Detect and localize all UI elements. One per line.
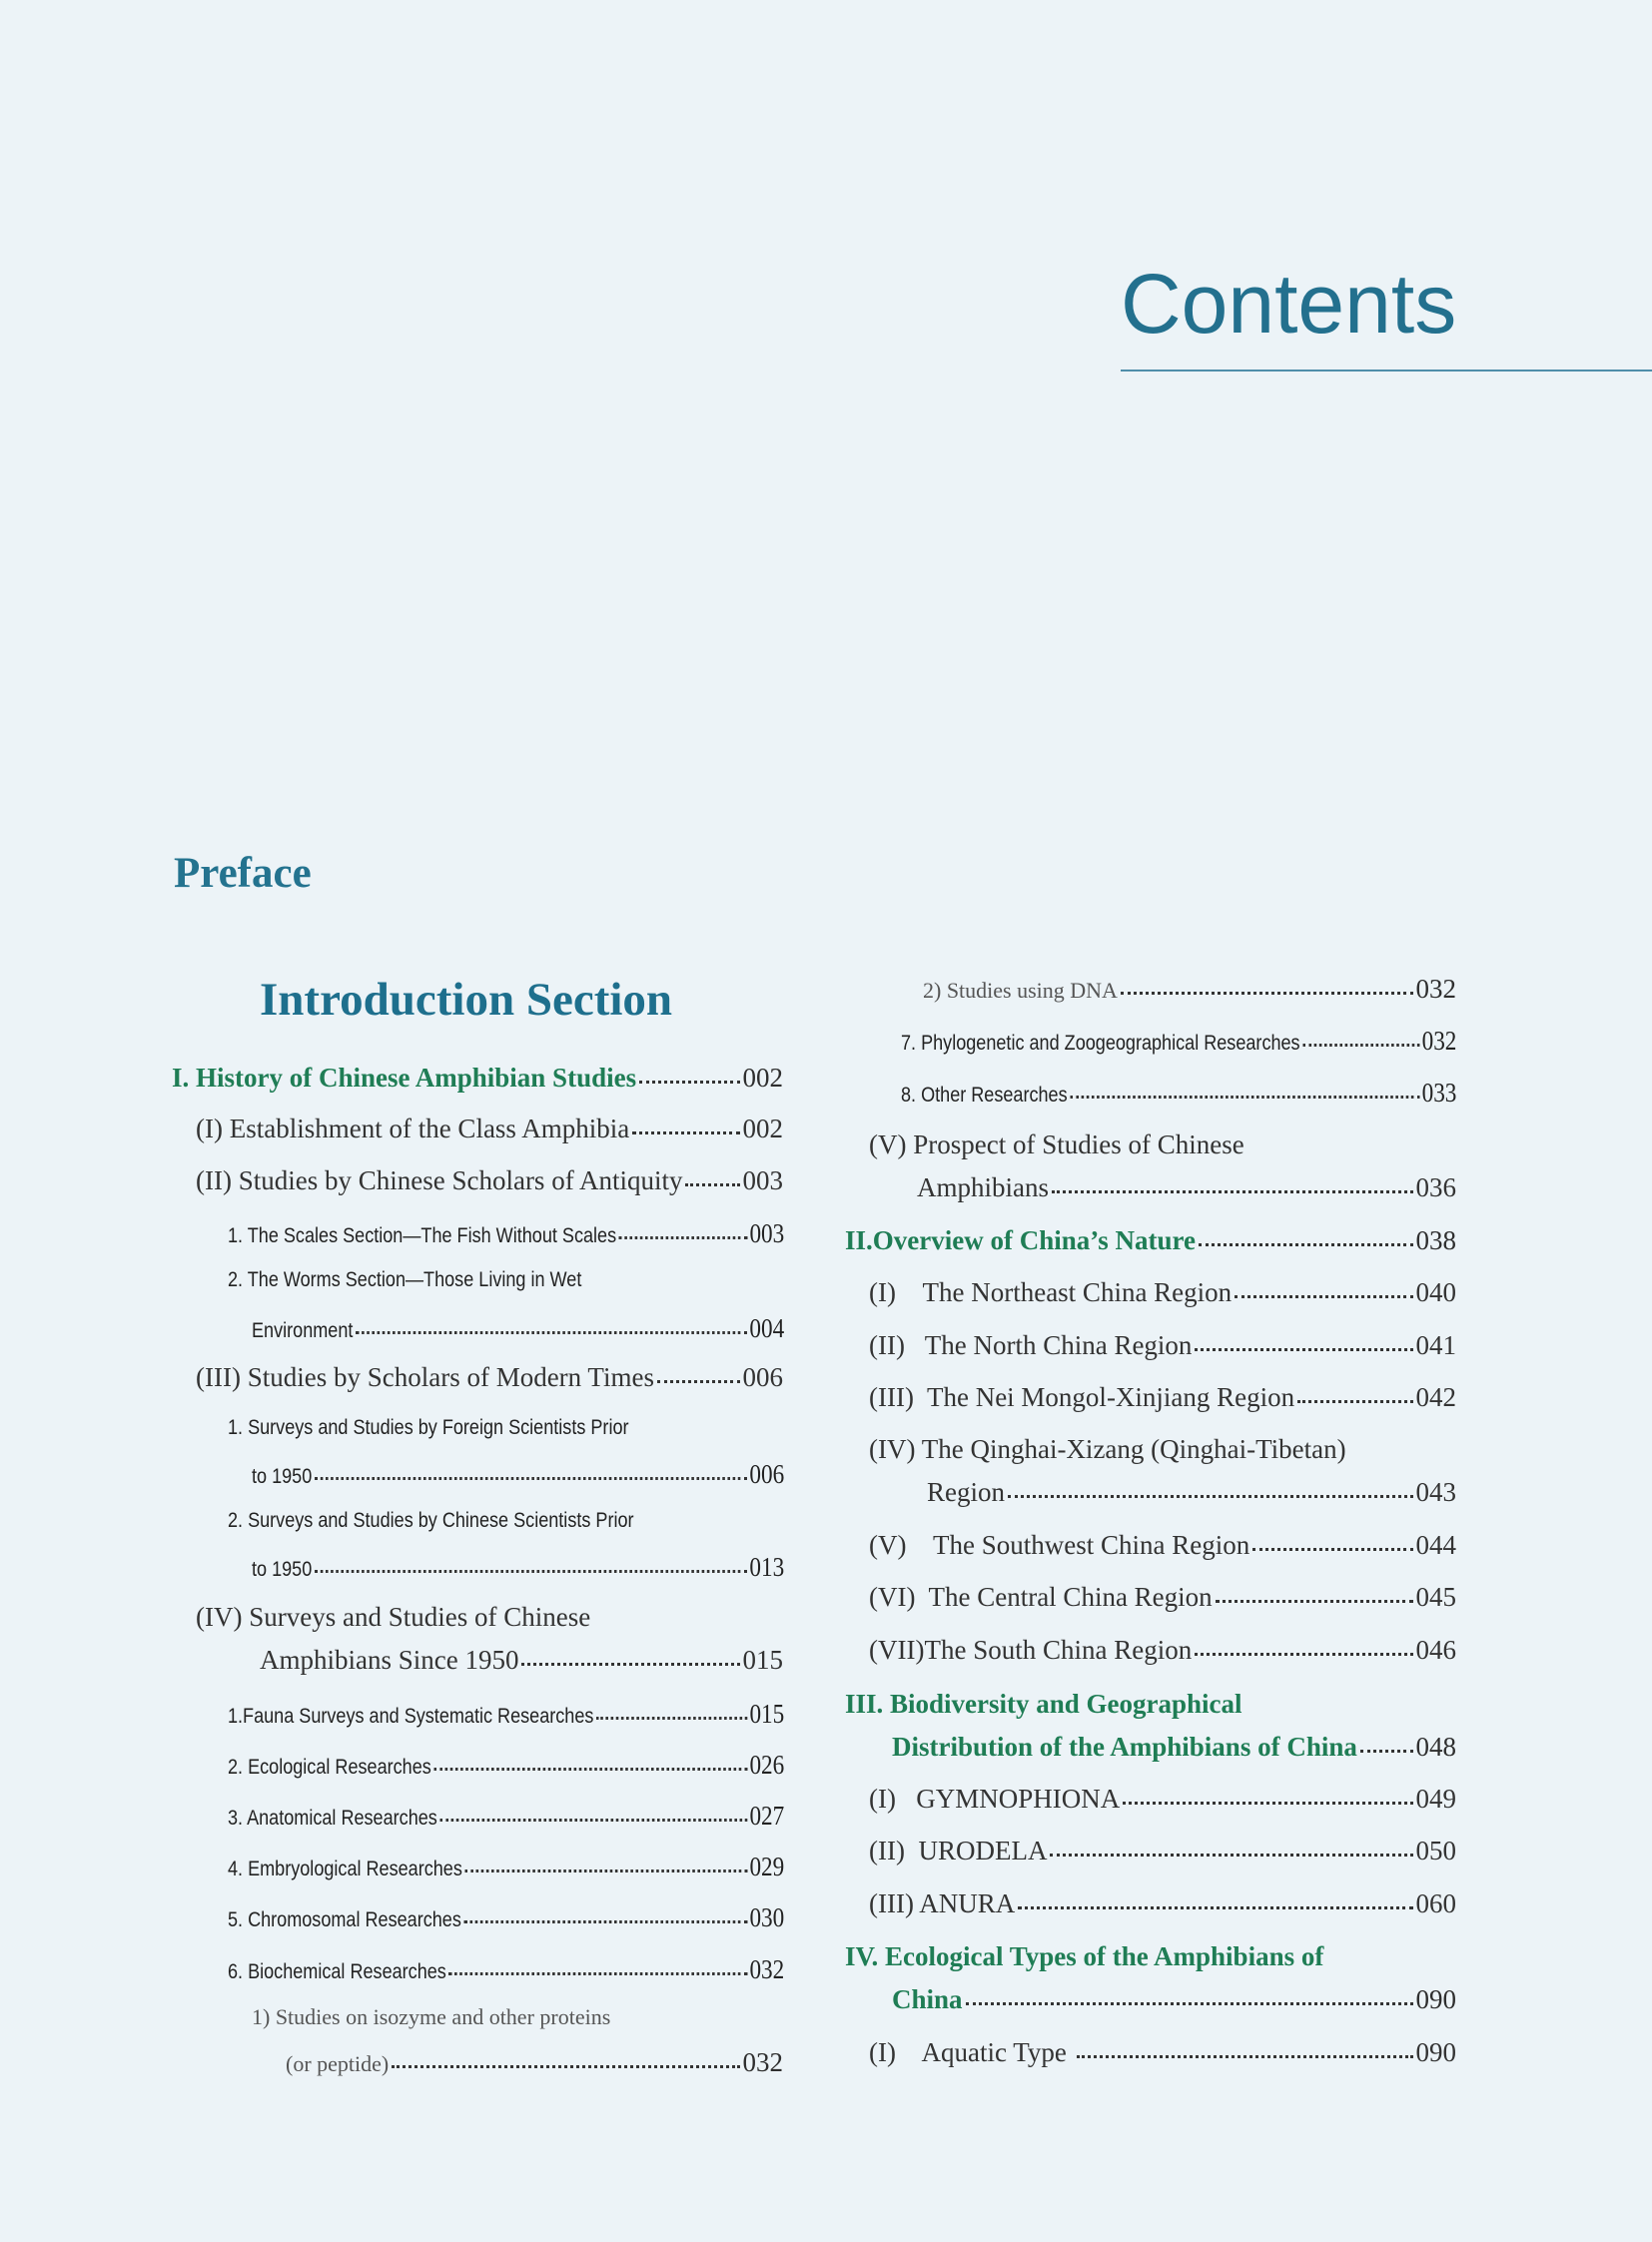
toc-entry[interactable]: 3. Anatomical Researches 027 — [228, 1801, 785, 1831]
toc-entry-line[interactable]: 1. Surveys and Studies by Foreign Scientists Prior — [228, 1416, 629, 1439]
toc-entry[interactable]: (II) Studies by Chinese Scholars of Antiquity 003 — [196, 1165, 783, 1195]
toc-entry[interactable]: Region 043 — [927, 1477, 1456, 1507]
toc-entry-chapter-1[interactable]: I. History of Chinese Amphibian Studies 002 — [172, 1063, 783, 1093]
toc-entry[interactable]: 2. Ecological Researches 026 — [228, 1750, 785, 1780]
section-heading-introduction: Introduction Section — [260, 974, 673, 1026]
toc-entry-line[interactable]: 2. Surveys and Studies by Chinese Scientists Prior — [228, 1509, 634, 1532]
toc-entry[interactable]: 1.Fauna Surveys and Systematic Researches 015 — [228, 1699, 785, 1729]
toc-entry[interactable]: (VI) The Central China Region 045 — [869, 1582, 1456, 1612]
toc-entry[interactable]: (V) The Southwest China Region 044 — [869, 1530, 1456, 1560]
toc-entry-line[interactable]: (IV) The Qinghai-Xizang (Qinghai-Tibetan) — [869, 1434, 1346, 1464]
toc-entry[interactable]: (or peptide) 032 — [286, 2047, 783, 2077]
toc-entry-chapter-3[interactable]: Distribution of the Amphibians of China 048 — [892, 1732, 1456, 1762]
toc-entry[interactable]: (III) Studies by Scholars of Modern Times 006 — [196, 1362, 783, 1392]
toc-preface[interactable]: Preface — [174, 850, 312, 897]
title-rule — [1121, 370, 1652, 372]
toc-entry[interactable]: (VII)The South China Region 046 — [869, 1635, 1456, 1665]
toc-entry[interactable]: (II) URODELA 050 — [869, 1836, 1456, 1866]
toc-entry[interactable]: (III) ANURA 060 — [869, 1888, 1456, 1918]
toc-entry[interactable]: Amphibians Since 1950 015 — [260, 1645, 783, 1675]
toc-entry[interactable]: 8. Other Researches 033 — [901, 1078, 1457, 1108]
toc-entry[interactable]: 4. Embryological Researches 029 — [228, 1852, 785, 1881]
toc-entry[interactable]: 6. Biochemical Researches 032 — [228, 1954, 785, 1984]
toc-entry[interactable]: to 1950 006 — [252, 1459, 785, 1489]
toc-entry[interactable]: Amphibians 036 — [917, 1172, 1456, 1202]
toc-entry[interactable]: (II) The North China Region 041 — [869, 1330, 1456, 1360]
toc-entry[interactable]: (I) Establishment of the Class Amphibia 002 — [196, 1114, 783, 1143]
toc-entry-line[interactable]: 1) Studies on isozyme and other proteins — [252, 2004, 611, 2029]
toc-entry-line[interactable]: (IV) Surveys and Studies of Chinese — [196, 1602, 591, 1632]
toc-entry-line[interactable]: 2. The Worms Section—Those Living in Wet — [228, 1268, 582, 1291]
toc-entry-chapter-2[interactable]: II.Overview of China’s Nature 038 — [845, 1225, 1456, 1255]
toc-entry[interactable]: (I) The Northeast China Region 040 — [869, 1277, 1456, 1307]
toc-entry-line-chapter-4[interactable]: IV. Ecological Types of the Amphibians of — [845, 1941, 1324, 1971]
toc-entry[interactable]: (I) Aquatic Type 090 — [869, 2037, 1456, 2067]
toc-entry[interactable]: 1. The Scales Section—The Fish Without Scales 003 — [228, 1218, 785, 1248]
toc-entry-line-chapter-3[interactable]: III. Biodiversity and Geographical — [845, 1689, 1242, 1719]
toc-entry[interactable]: 5. Chromosomal Researches 030 — [228, 1902, 785, 1932]
toc-entry[interactable]: Environment 004 — [252, 1313, 785, 1343]
leader-dots — [639, 1081, 739, 1084]
toc-entry[interactable]: (I) GYMNOPHIONA 049 — [869, 1784, 1456, 1814]
toc-entry[interactable]: (III) The Nei Mongol-Xinjiang Region 042 — [869, 1382, 1456, 1412]
toc-entry-chapter-4[interactable]: China 090 — [892, 1984, 1456, 2014]
toc-entry[interactable]: to 1950 013 — [252, 1552, 785, 1582]
page-title: Contents — [1121, 257, 1457, 351]
toc-entry[interactable]: 2) Studies using DNA 032 — [923, 974, 1456, 1004]
toc-entry[interactable]: 7. Phylogenetic and Zoogeographical Researches 032 — [901, 1026, 1457, 1056]
toc-entry-line[interactable]: (V) Prospect of Studies of Chinese — [869, 1129, 1244, 1159]
